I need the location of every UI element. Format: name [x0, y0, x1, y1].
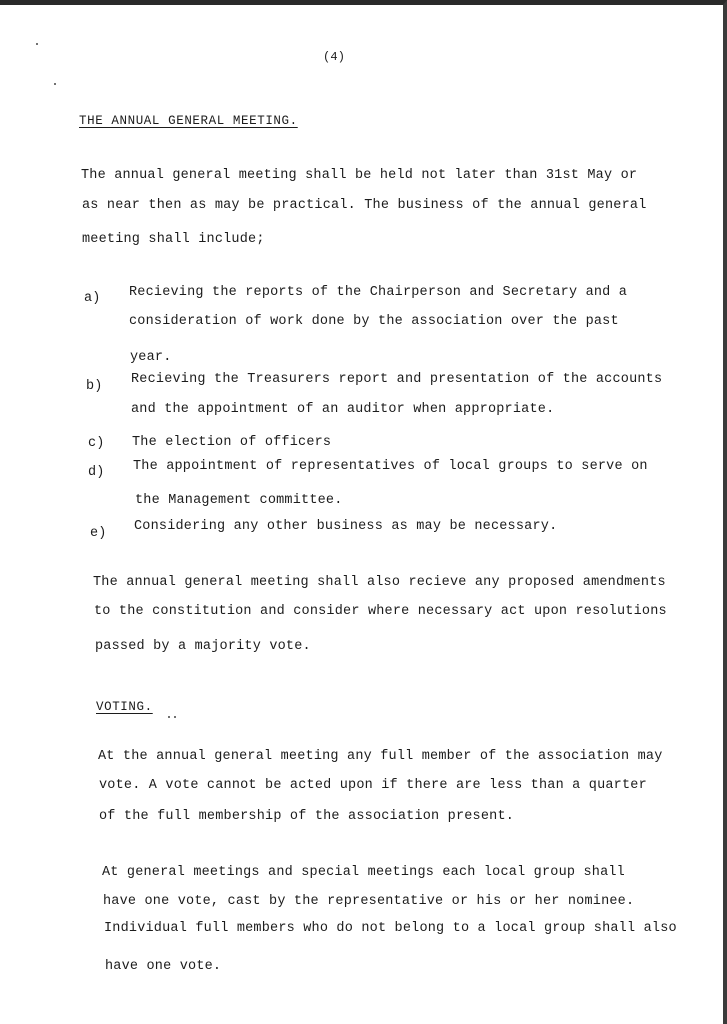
intro-line-3: meeting shall include;	[82, 232, 265, 247]
voting-para1-line-1: At the annual general meeting any full member of the association may	[98, 749, 663, 764]
list-item-c-line-1: The election of officers	[132, 435, 332, 450]
voting-para2-line-1: At general meetings and special meetings each local group shall	[102, 865, 625, 880]
closing-line-3: passed by a majority vote.	[95, 639, 311, 654]
voting-para2-line-2: have one vote, cast by the representative or his or her nominee.	[103, 894, 635, 909]
list-marker-d: d)	[88, 465, 105, 480]
scan-speck	[168, 716, 170, 718]
list-item-e-line-1: Considering any other business as may be necessary.	[134, 519, 558, 534]
voting-para1-line-3: of the full membership of the association present.	[99, 809, 515, 824]
list-item-a-line-1: Recieving the reports of the Chairperson and Secretary and a	[129, 285, 628, 300]
scan-speck	[36, 43, 38, 45]
voting-para2-line-3: Individual full members who do not belong to a local group shall also	[104, 921, 677, 936]
list-item-d-line-2: the Management committee.	[135, 493, 343, 508]
page-number: (4)	[323, 50, 346, 64]
list-item-b-line-2: and the appointment of an auditor when appropriate.	[131, 402, 555, 417]
section-heading-voting: VOTING.	[96, 700, 153, 714]
intro-line-1: The annual general meeting shall be held not later than 31st May or	[81, 168, 638, 183]
scan-speck	[174, 716, 176, 718]
list-marker-c: c)	[88, 436, 105, 451]
intro-line-2: as near then as may be practical. The business of the annual general	[82, 198, 647, 213]
voting-para1-line-2: vote. A vote cannot be acted upon if there are less than a quarter	[99, 778, 647, 793]
voting-para2-line-4: have one vote.	[105, 959, 222, 974]
list-item-b-line-1: Recieving the Treasurers report and presentation of the accounts	[131, 372, 663, 387]
section-heading-agm: THE ANNUAL GENERAL MEETING.	[79, 114, 298, 128]
list-item-a-line-2: consideration of work done by the association over the past	[129, 314, 619, 329]
list-item-d-line-1: The appointment of representatives of local groups to serve on	[133, 459, 648, 474]
closing-line-1: The annual general meeting shall also recieve any proposed amendments	[93, 575, 666, 590]
closing-line-2: to the constitution and consider where necessary act upon resolutions	[94, 604, 667, 619]
scan-speck	[54, 83, 56, 85]
list-marker-a: a)	[84, 291, 101, 306]
list-marker-b: b)	[86, 379, 103, 394]
list-item-a-line-3: year.	[130, 350, 172, 365]
list-marker-e: e)	[90, 526, 107, 541]
